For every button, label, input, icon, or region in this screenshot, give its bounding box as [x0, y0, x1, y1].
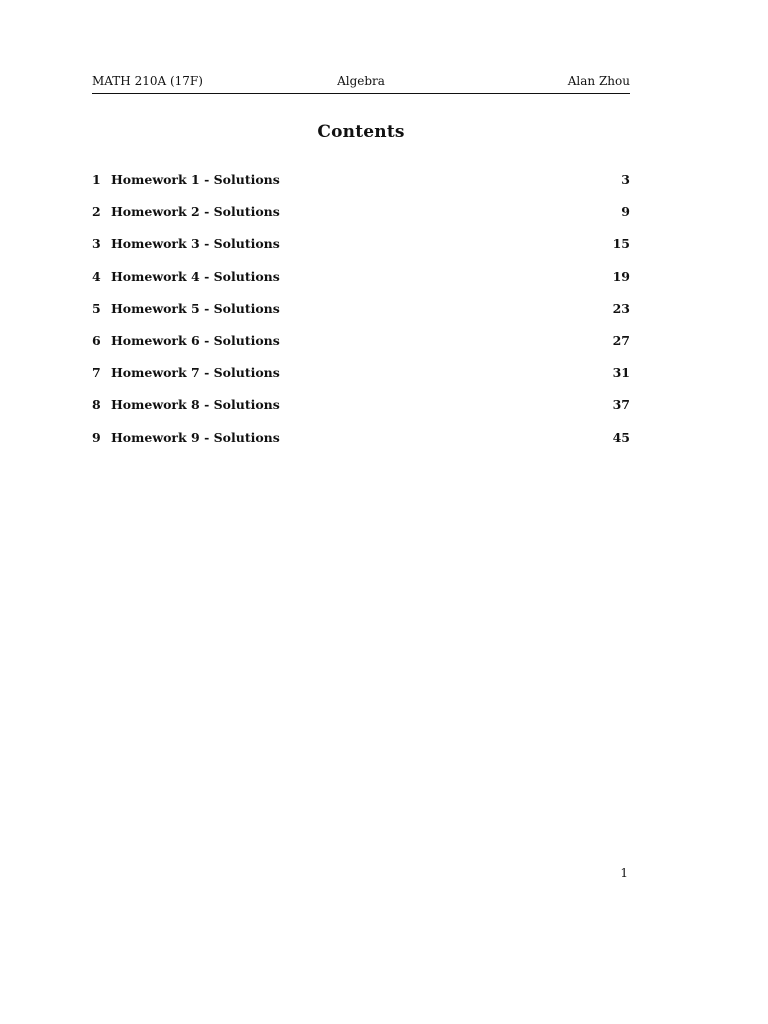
- header-course: MATH 210A (17F): [92, 74, 203, 88]
- toc-entry-label: Homework 6 - Solutions: [111, 332, 280, 348]
- page-number: 1: [620, 866, 628, 880]
- table-of-contents: [92, 172, 630, 462]
- toc-entry-page: 27: [612, 332, 630, 348]
- toc-entry[interactable]: [92, 333, 630, 365]
- toc-entry-page: 37: [612, 397, 630, 413]
- toc-entry-number: 1: [92, 172, 101, 187]
- toc-entry[interactable]: [92, 365, 630, 397]
- toc-entry-page: 31: [612, 365, 630, 381]
- toc-entry[interactable]: [92, 397, 630, 429]
- toc-entry-label: Homework 8 - Solutions: [111, 397, 280, 413]
- toc-entry-label: Homework 4 - Solutions: [111, 268, 280, 284]
- toc-entry[interactable]: [92, 172, 630, 204]
- toc-entry-number: 4: [92, 268, 101, 284]
- toc-entry-label: Homework 5 - Solutions: [111, 300, 280, 316]
- contents-title: Contents: [317, 122, 405, 142]
- toc-entry-page: 15: [612, 236, 630, 252]
- toc-entry[interactable]: [92, 430, 630, 462]
- toc-entry-number: 9: [92, 429, 101, 445]
- toc-entry[interactable]: [92, 301, 630, 333]
- toc-entry[interactable]: [92, 236, 630, 268]
- toc-entry-label: Homework 1 - Solutions: [111, 172, 280, 187]
- toc-entry-label: Homework 7 - Solutions: [111, 365, 280, 381]
- toc-entry[interactable]: [92, 204, 630, 236]
- toc-entry-page: 45: [612, 429, 630, 445]
- toc-entry-page: 23: [612, 300, 630, 316]
- toc-entry-label: Homework 3 - Solutions: [111, 236, 280, 252]
- toc-entry-page: 19: [612, 268, 630, 284]
- header-subject: Algebra: [337, 74, 385, 88]
- toc-entry-number: 8: [92, 397, 101, 413]
- toc-entry-number: 3: [92, 236, 101, 252]
- toc-entry[interactable]: [92, 269, 630, 301]
- toc-entry-number: 2: [92, 204, 101, 220]
- toc-entry-number: 7: [92, 365, 101, 381]
- toc-entry-number: 6: [92, 332, 101, 348]
- toc-entry-label: Homework 9 - Solutions: [111, 429, 280, 445]
- header-author: Alan Zhou: [567, 74, 630, 88]
- toc-entry-page: 9: [621, 204, 630, 220]
- toc-entry-page: 3: [621, 172, 630, 187]
- toc-entry-number: 5: [92, 300, 101, 316]
- toc-entry-label: Homework 2 - Solutions: [111, 204, 280, 220]
- running-header: [92, 74, 630, 94]
